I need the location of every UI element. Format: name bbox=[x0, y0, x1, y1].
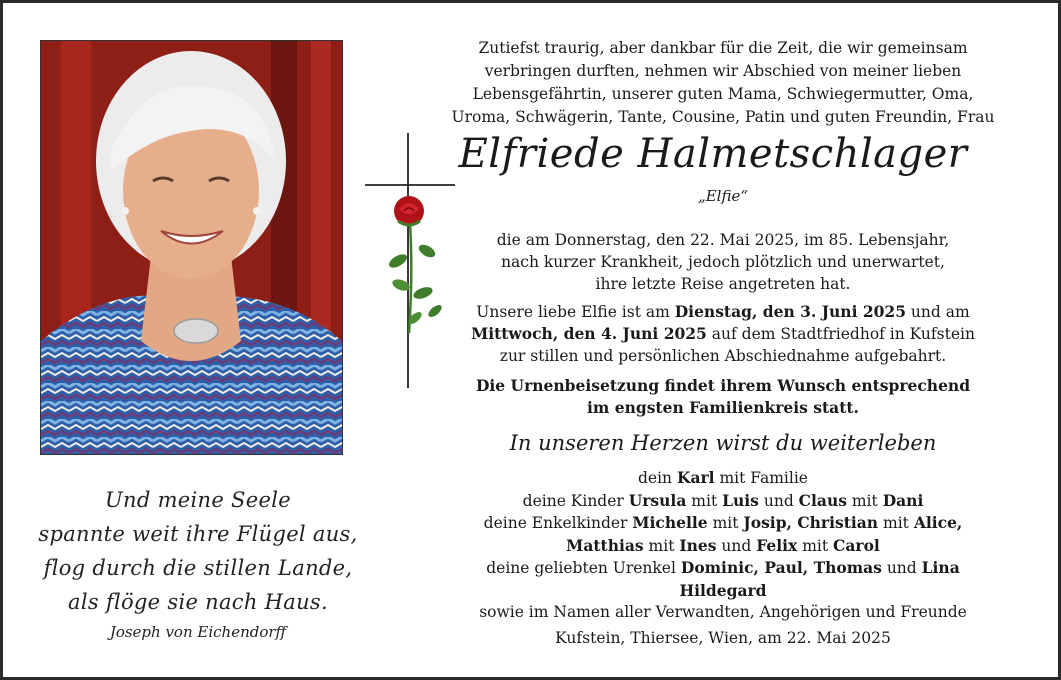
mourner-text: deine geliebten Urenkel bbox=[486, 559, 681, 577]
mourner-name: Ursula bbox=[628, 490, 687, 510]
mourner-name: Michelle bbox=[632, 513, 708, 532]
mourner-name: Matthias bbox=[566, 535, 644, 555]
place-and-date: Kufstein, Thiersee, Wien, am 22. Mai 2025 bbox=[555, 629, 891, 647]
mourner-name: Dominic, Paul, Thomas bbox=[680, 558, 882, 577]
mourner-text: mit bbox=[878, 514, 914, 532]
deceased-name: Elfriede Halmetschlager bbox=[458, 131, 968, 177]
viewing-text bbox=[443, 301, 1003, 367]
intro-line-2: verbringen durften, nehmen wir Abschied von meiner lieben bbox=[484, 62, 962, 80]
passing-text bbox=[443, 229, 1003, 295]
mourner-name: Claus bbox=[798, 490, 847, 510]
mourner-text: mit Familie bbox=[714, 469, 808, 487]
urn-line-2: im engsten Familienkreis statt. bbox=[587, 398, 859, 417]
poem-line-2: spannte weit ihre Flügel aus, bbox=[38, 522, 358, 546]
viewing-text-part: Unsere liebe Elfie ist am bbox=[476, 303, 675, 321]
mourner-name: Dani bbox=[882, 490, 924, 510]
mourners-list bbox=[443, 467, 1003, 624]
mourners-row bbox=[443, 580, 1003, 603]
viewing-line-3: zur stillen und persönlichen Abschiednahme aufgebahrt. bbox=[499, 347, 947, 365]
deceased-nickname: „Elfie“ bbox=[697, 187, 749, 205]
portrait-photo bbox=[40, 40, 343, 455]
viewing-text-part: und am bbox=[906, 303, 970, 321]
mourner-text: und bbox=[758, 491, 799, 510]
viewing-text-part: auf dem Stadtfriedhof in Kufstein bbox=[706, 325, 975, 343]
mourner-text: mit bbox=[643, 536, 680, 555]
mourner-name: Luis bbox=[722, 490, 759, 510]
viewing-line-2 bbox=[443, 323, 1003, 345]
viewing-date-2: Mittwoch, den 4. Juni 2025 bbox=[471, 324, 707, 343]
mourner-text: deine Enkelkinder bbox=[483, 514, 633, 532]
intro-text bbox=[423, 37, 1023, 129]
mourner-name: Lina bbox=[921, 558, 960, 577]
urn-line-1: Die Urnenbeisetzung findet ihrem Wunsch entsprechend bbox=[475, 376, 971, 395]
mourner-name: Felix bbox=[756, 535, 798, 555]
mourner-text: deine Kinder bbox=[522, 491, 629, 510]
passing-line-3: ihre letzte Reise angetreten hat. bbox=[595, 275, 851, 293]
intro-line-1: Zutiefst traurig, aber dankbar für die Zeit, die wir gemeinsam bbox=[478, 39, 968, 57]
intro-line-3: Lebensgefährtin, unserer guten Mama, Schwiegermutter, Oma, bbox=[472, 85, 974, 103]
mourner-text: mit bbox=[846, 491, 883, 510]
poem-line-3: flog durch die stillen Lande, bbox=[43, 556, 353, 580]
poem-author: Joseph von Eichendorff bbox=[109, 623, 287, 641]
mourner-name: Josip, Christian bbox=[743, 513, 879, 532]
mourner-name: Karl bbox=[676, 468, 715, 487]
mourner-text: mit bbox=[707, 514, 744, 532]
poem-line-4: als flöge sie nach Haus. bbox=[68, 590, 328, 614]
viewing-line-1 bbox=[443, 301, 1003, 323]
mourner-text: und bbox=[881, 559, 922, 577]
mourners-row: sowie im Namen aller Verwandten, Angehörigen und Freunde bbox=[479, 603, 967, 621]
mourner-text: mit bbox=[686, 491, 723, 510]
mourner-text: dein bbox=[638, 469, 677, 487]
mourner-text: und bbox=[716, 536, 757, 555]
mourners-row bbox=[443, 467, 1003, 490]
passing-line-1: die am Donnerstag, den 22. Mai 2025, im 85. Lebensjahr, bbox=[496, 231, 950, 249]
mourners-row bbox=[443, 490, 1003, 513]
heart-line: In unseren Herzen wirst du weiterleben bbox=[509, 431, 937, 455]
mourners-row bbox=[443, 512, 1003, 535]
mourners-row bbox=[443, 557, 1003, 580]
mourner-name: Carol bbox=[833, 535, 880, 555]
mourner-text: mit bbox=[797, 536, 834, 555]
mourner-name: Ines bbox=[679, 535, 717, 555]
mourner-name: Hildegard bbox=[679, 580, 767, 600]
passing-line-2: nach kurzer Krankheit, jedoch plötzlich und unerwartet, bbox=[501, 253, 945, 271]
urn-burial-notice bbox=[443, 375, 1003, 419]
intro-line-4: Uroma, Schwägerin, Tante, Cousine, Patin und guten Freundin, Frau bbox=[451, 108, 995, 126]
mourners-row bbox=[443, 535, 1003, 558]
viewing-date-1: Dienstag, den 3. Juni 2025 bbox=[674, 302, 906, 321]
mourner-name: Alice, bbox=[913, 513, 963, 532]
poem-line-1: Und meine Seele bbox=[105, 488, 291, 512]
poem-quote bbox=[33, 483, 363, 641]
